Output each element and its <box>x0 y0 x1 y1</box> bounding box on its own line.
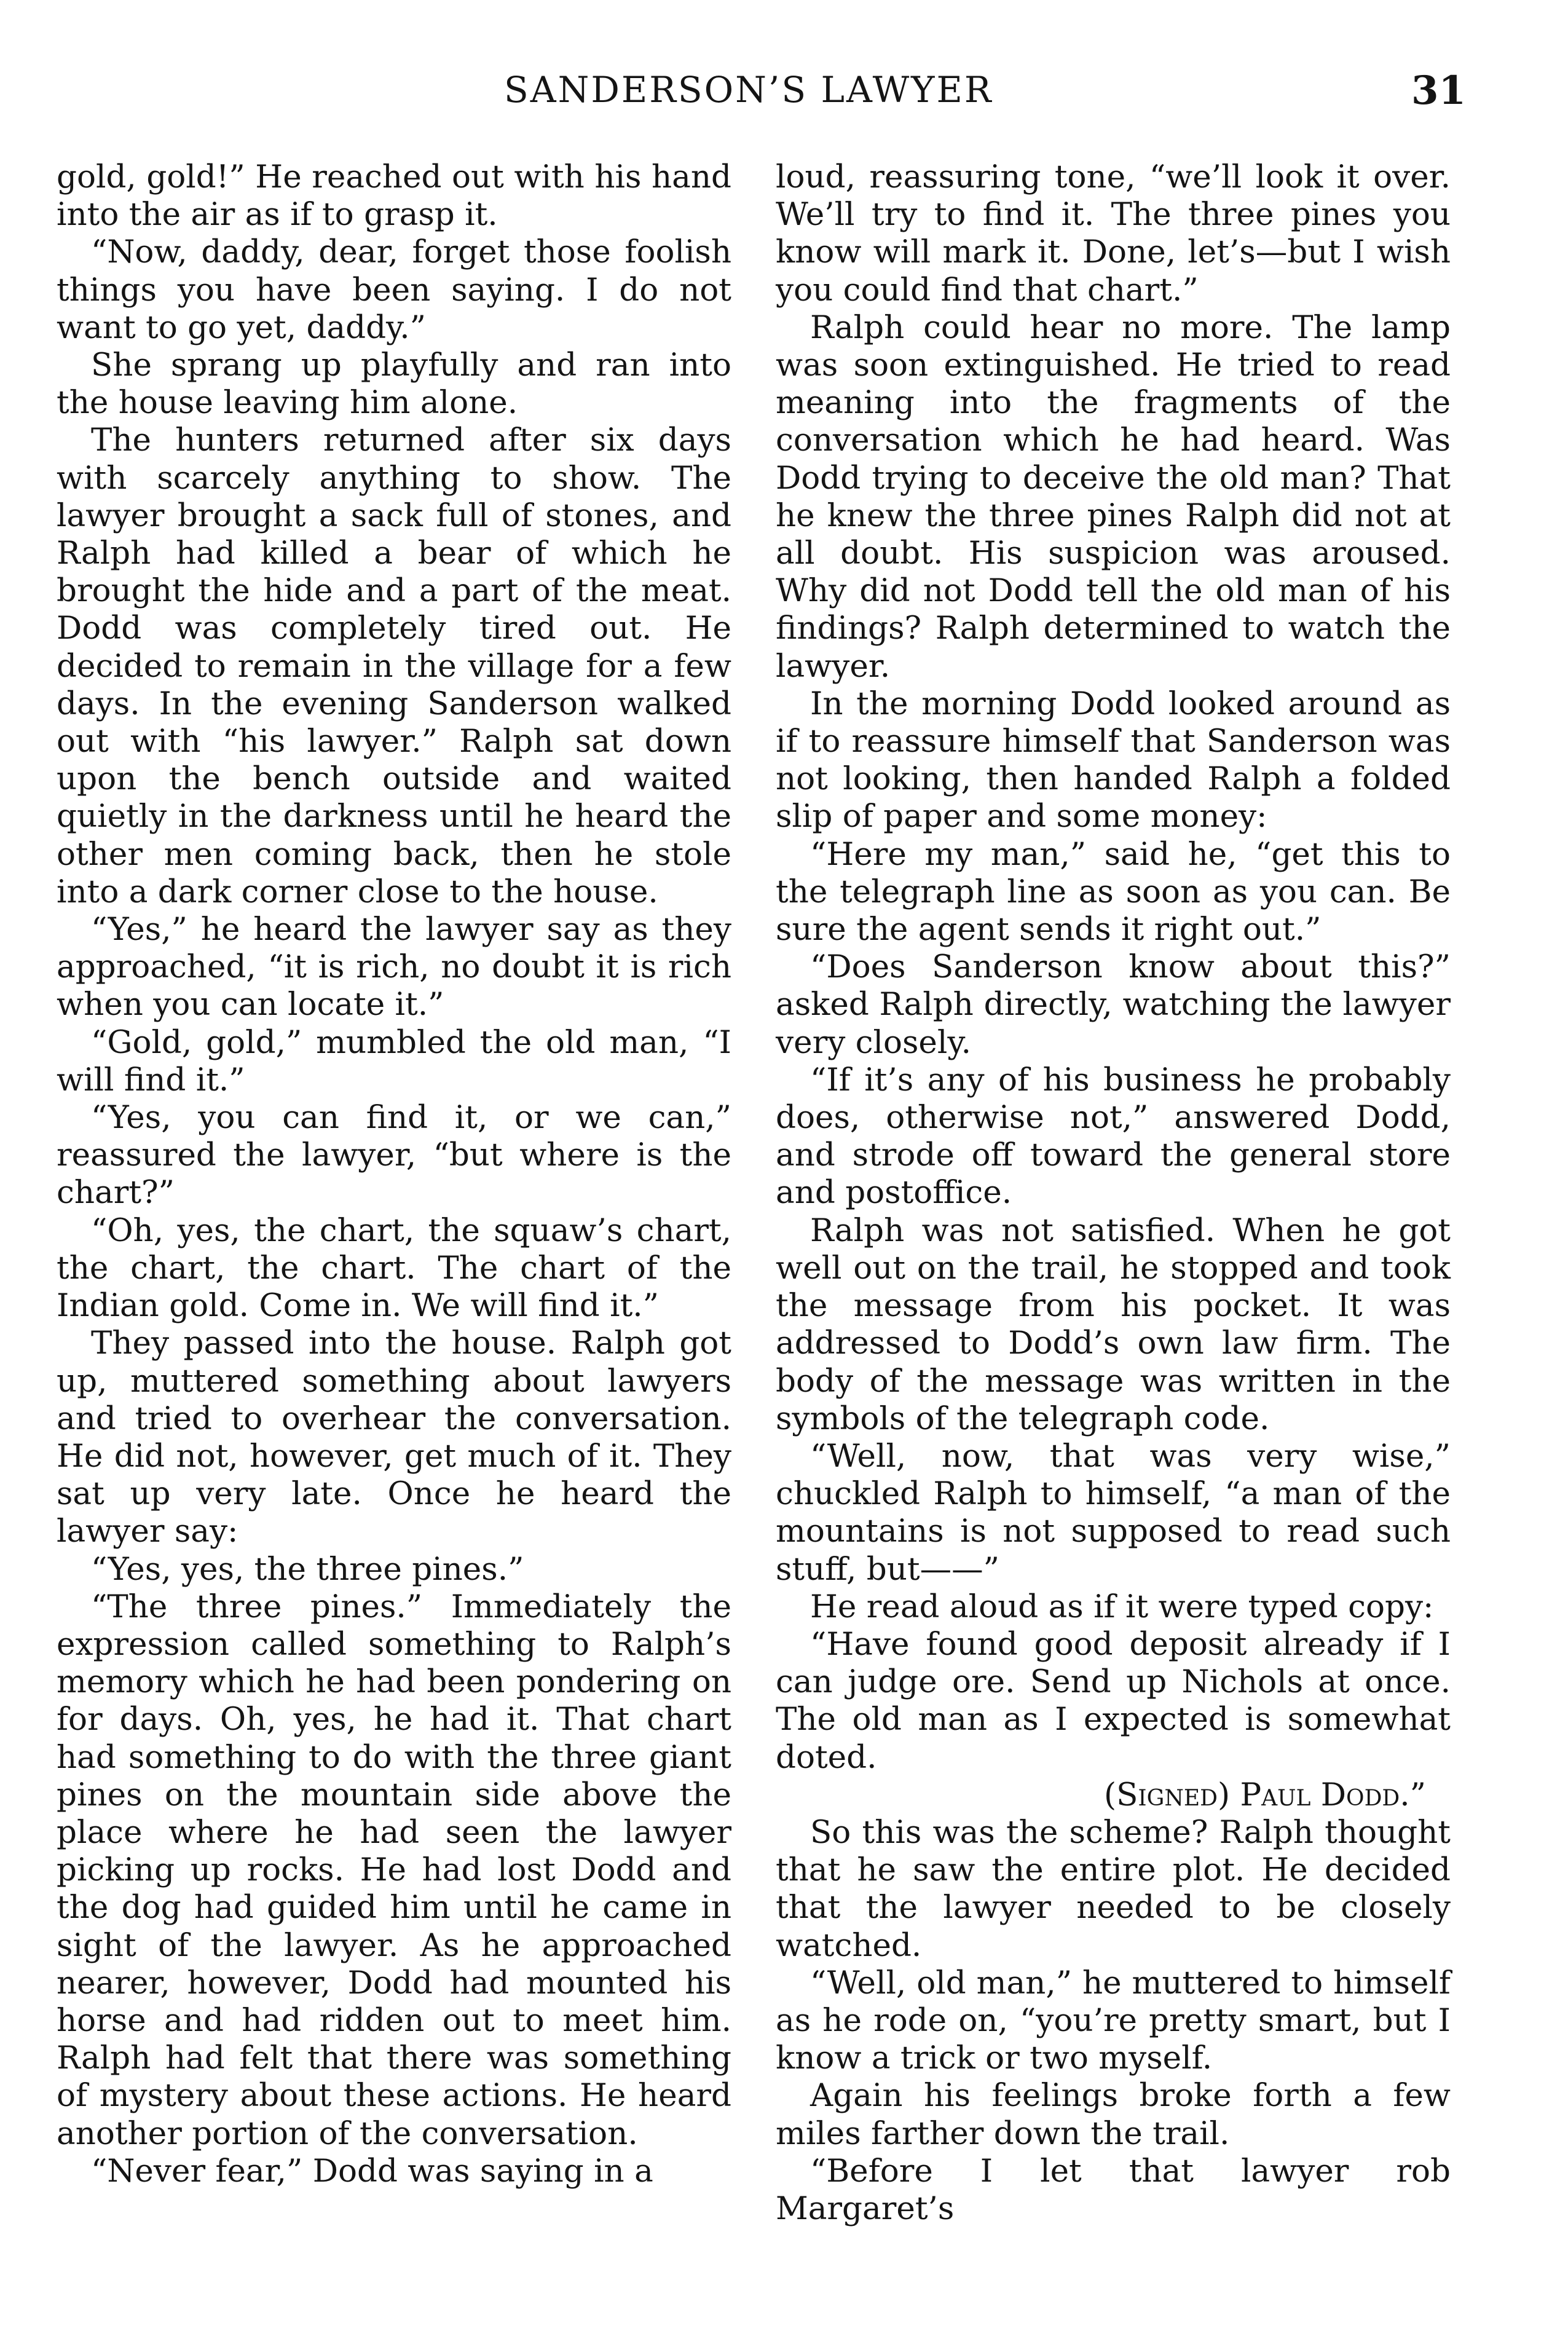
paragraph: “Have found good deposit already if I can judge ore. Send up Nichols at once. The old man as I expected is somewhat doted. <box>776 1625 1451 1776</box>
paragraph: Again his feelings broke forth a few miles farther down the trail. <box>776 2077 1451 2152</box>
paragraph: “Yes, yes, the three pines.” <box>91 1550 524 1588</box>
page-number: 31 <box>1411 68 1467 114</box>
paragraph: They passed into the house. Ralph got up, muttered something about lawyers and tried to overhear the conversation. He did not, however, get much of it. They sat up very late. Once he heard the lawyer say: <box>57 1325 731 1550</box>
paragraph: Ralph was not satisfied. When he got well out on the trail, he stopped and took the message from his pocket. It was addressed to Dodd’s own law firm. The body of the message was written in the symbols of the telegraph code. <box>776 1212 1451 1437</box>
paragraph: “Oh, yes, the chart, the squaw’s chart, the chart, the chart. The chart of the Indian gold. Come in. We will find it.” <box>57 1212 731 1325</box>
paragraph: “Yes,” he heard the lawyer say as they approached, “it is rich, no doubt it is rich when you can locate it.” <box>57 911 731 1024</box>
paragraph: In the morning Dodd looked around as if to reassure himself that Sanderson was not looking, then handed Ralph a folded slip of paper and some money: <box>776 685 1451 835</box>
paragraph: So this was the scheme? Ralph thought that he saw the entire plot. He decided that the lawyer needed to be closely watched. <box>776 1813 1451 1964</box>
paragraph: “Yes, you can find it, or we can,” reassured the lawyer, “but where is the chart?” <box>57 1099 731 1212</box>
running-title: SANDERSON’S LAWYER <box>504 69 993 111</box>
paragraph: She sprang up playfully and ran into the house leaving him alone. <box>57 347 731 422</box>
paragraph: Ralph could hear no more. The lamp was soon extinguished. He tried to read meaning into the fragments of the conversation which he had heard. Was Dodd trying to deceive the old man? That he knew the three pines Ralph did not at all doubt. His suspicion was aroused. Why did not Dodd tell the old man of his findings? Ralph determined to watch the lawyer. <box>776 309 1451 685</box>
right-column <box>776 159 1451 2228</box>
paragraph: “Now, daddy, dear, forget those foolish things you have been saying. I do not want to go yet, daddy.” <box>57 234 731 346</box>
paragraph: “The three pines.” Immediately the expression called something to Ralph’s memory which he had been pondering on for days. Oh, yes, he had it. That chart had something to do with the three giant pines on the mountain side above the place where he had seen the lawyer picking up rocks. He had lost Dodd and the dog had guided him until he came in sight of the lawyer. As he approached nearer, however, Dodd had mounted his horse and had ridden out to meet him. Ralph had felt that there was something of mystery about these actions. He heard another portion of the conversation. <box>57 1588 731 2152</box>
paragraph: “Well, now, that was very wise,” chuckled Ralph to himself, “a man of the mountains is not supposed to read such stuff, but——” <box>776 1437 1451 1588</box>
paragraph: He read aloud as if it were typed copy: <box>810 1588 1434 1625</box>
page-header <box>0 69 1568 124</box>
paragraph: “Does Sanderson know about this?” asked Ralph directly, watching the lawyer very closely. <box>776 949 1451 1061</box>
signature-line: (Signed) Paul Dodd.” <box>1104 1776 1426 1813</box>
paragraph: “Gold, gold,” mumbled the old man, “I will find it.” <box>57 1024 731 1098</box>
left-column <box>57 159 731 2190</box>
paragraph: “Before I let that lawyer rob Margaret’s <box>776 2152 1451 2227</box>
paragraph: “Here my man,” said he, “get this to the telegraph line as soon as you can. Be sure the agent sends it right out.” <box>776 835 1451 949</box>
paragraph: “If it’s any of his business he probably does, otherwise not,” answered Dodd, and strode off toward the general store and postoffice. <box>776 1061 1451 1212</box>
paragraph: The hunters returned after six days with scarcely anything to show. The lawyer brought a sack full of stones, and Ralph had killed a bear of which he brought the hide and a part of the meat. Dodd was completely tired out. He decided to remain in the village for a few days. In the evening Sanderson walked out with “his lawyer.” Ralph sat down upon the bench outside and waited quietly in the darkness until he heard the other men coming back, then he stole into a dark corner close to the house. <box>57 422 731 910</box>
paragraph: loud, reassuring tone, “we’ll look it over. We’ll try to find it. The three pines you know will mark it. Done, let’s—but I wish you could find that chart.” <box>776 159 1451 309</box>
paragraph: gold, gold!” He reached out with his hand into the air as if to grasp it. <box>57 159 731 234</box>
paragraph: “Well, old man,” he muttered to himself as he rode on, “you’re pretty smart, but I know a trick or two myself. <box>776 1964 1451 2077</box>
paragraph: “Never fear,” Dodd was saying in a <box>91 2152 653 2190</box>
